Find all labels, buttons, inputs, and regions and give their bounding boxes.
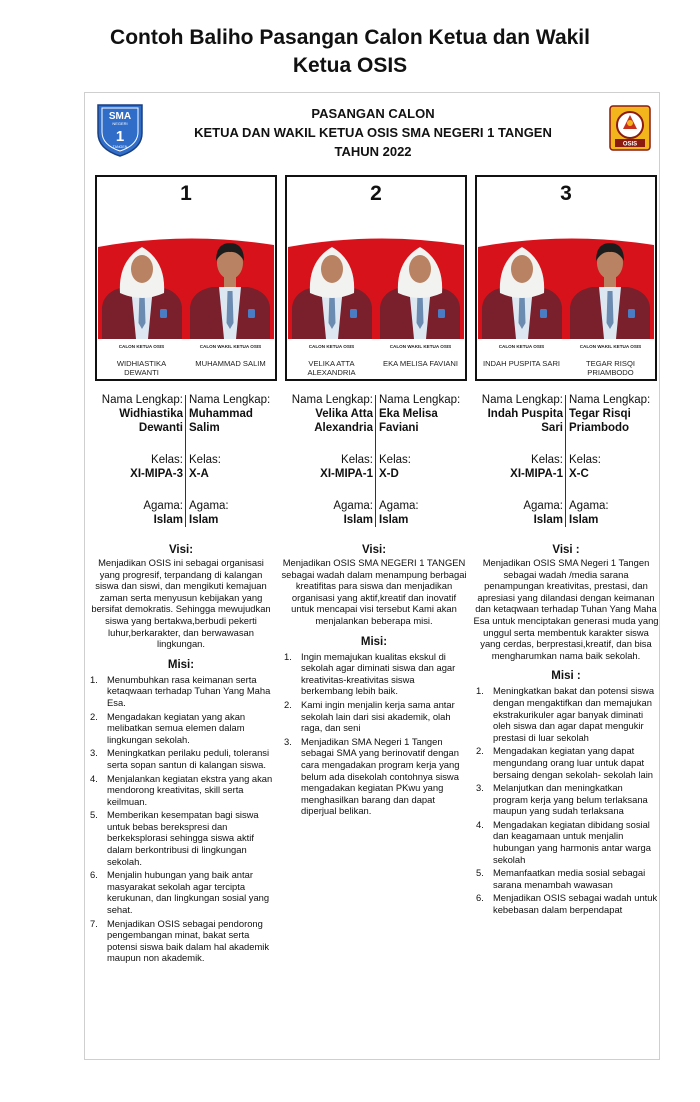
misi-item-text: Menjadikan SMA Negeri 1 Tangen sebagai SMA yang berinovatif dengan cara mengadakan program kerja yang belum ada disekolah contohnya siswa mengadakan kegiatan PKwu yang menghasilkan barang dan dapat diperjual belikan. <box>301 735 460 817</box>
misi-item <box>473 685 659 743</box>
misi-item <box>473 745 659 780</box>
wakil-name-line-2: Salim <box>189 422 220 434</box>
misi-item-text: Menjalankan kegiatan ekstra yang akan mendorong kreativitas, skill serta keilmuan. <box>107 772 273 807</box>
wakil-agama: Islam <box>379 514 409 526</box>
visi-misi-column-2 <box>281 543 467 819</box>
ketua-name-line-1: Indah Puspita <box>487 408 563 420</box>
candidate-info-1 <box>95 393 277 529</box>
visi-heading: Visi : <box>552 544 580 556</box>
misi-item-text: Mengadakan kegiatan yang dapat mengundang orang luar untuk dapat bersaing dengan sekolah- sekolah lain <box>493 745 654 780</box>
candidate-card-1 <box>95 175 277 381</box>
ketua-agama: Islam <box>533 514 563 526</box>
kelas-label: Kelas: <box>189 454 221 466</box>
page-title <box>0 24 700 80</box>
misi-item-text: Menjadikan OSIS sebagai wadah untuk kebebasan dalam berpendapat <box>493 892 658 916</box>
wakil-kelas: X-C <box>569 468 589 480</box>
wakil-name-line-1: Tegar Risqi <box>569 408 631 420</box>
poster-header-line-3: TAHUN 2022 <box>334 144 412 159</box>
wakil-kelas: X-D <box>379 468 399 480</box>
ketua-kelas: XI-MIPA-1 <box>510 468 563 480</box>
ketua-name-line-2: Alexandria <box>314 422 373 434</box>
candidate-number: 3 <box>560 182 572 205</box>
wakil-name-line-2: Priambodo <box>569 422 630 434</box>
kelas-label: Kelas: <box>341 454 373 466</box>
logo-negeri-text: NEGERI <box>112 121 128 126</box>
info-divider <box>375 395 376 527</box>
logo-tangen-text: TANGEN <box>112 145 128 149</box>
candidate-photo <box>478 211 654 339</box>
misi-item <box>473 867 659 890</box>
misi-item-number: 1. <box>476 685 484 697</box>
misi-item-number: 2. <box>476 745 484 757</box>
misi-item <box>87 747 275 770</box>
candidate-info-2 <box>285 393 467 529</box>
agama-label: Agama: <box>143 500 183 512</box>
role-wakil-label: CALON WAKIL KETUA OSIS <box>389 344 452 349</box>
role-wakil-label: CALON WAKIL KETUA OSIS <box>199 344 262 349</box>
misi-item-number: 6. <box>476 892 484 904</box>
page-title-line-2: Ketua OSIS <box>292 54 408 77</box>
misi-item-number: 2. <box>284 698 292 710</box>
candidate-number: 1 <box>180 182 192 205</box>
misi-item-text: Meningkatkan bakat dan potensi siswa dengan mengaktifkan dan memajukan ekstrakurikuler agar banyak diminati oleh siswa dan agar dapat mengukir prestasi di luar sekolah <box>493 685 655 743</box>
misi-item <box>473 819 659 865</box>
misi-item-number: 6. <box>90 869 98 881</box>
nama-label: Nama Lengkap: <box>189 394 271 406</box>
wakil-agama: Islam <box>569 514 599 526</box>
candidate-card-2 <box>285 175 467 381</box>
ketua-agama: Islam <box>153 514 183 526</box>
misi-item-text: Ingin memajukan kualitas ekskul di sekolah agar diminati siswa dan agar kreativitas-kreativitas siswa berkembang lebih baik. <box>301 650 456 697</box>
logo-number-text: 1 <box>115 128 125 145</box>
misi-item-number: 5. <box>90 809 98 821</box>
visi-heading: Visi: <box>168 544 194 556</box>
ketua-agama: Islam <box>343 514 373 526</box>
visi-misi-column-1 <box>87 543 275 966</box>
wakil-name-line-1: Eka Melisa <box>379 408 438 420</box>
misi-item <box>87 773 275 808</box>
misi-item-number: 3. <box>90 747 98 759</box>
misi-list <box>473 685 659 915</box>
misi-item <box>87 809 275 867</box>
ketua-name-line-2: Sari <box>541 422 563 434</box>
misi-item <box>281 736 467 817</box>
role-ketua-label: CALON KETUA OSIS <box>308 344 355 349</box>
misi-item <box>473 892 659 915</box>
misi-heading: Misi: <box>360 635 388 648</box>
misi-item-text: Memberikan kesempatan bagi siswa untuk bebas berekspresi dan berkeksplorasi sehingga siswa aktif dalam berkontribusi di lingkungan sekolah. <box>107 809 259 867</box>
candidate-photo <box>98 211 274 339</box>
misi-heading: Misi : <box>551 670 581 683</box>
misi-item-number: 1. <box>90 673 98 685</box>
ketua-caption: WIDHIASTIKA DEWANTI <box>116 359 167 377</box>
kelas-label: Kelas: <box>379 454 411 466</box>
ketua-name-line-1: Velika Atta <box>315 408 373 420</box>
misi-item-number: 3. <box>284 735 292 747</box>
agama-label: Agama: <box>523 500 563 512</box>
wakil-name-line-1: Muhammad <box>189 408 253 420</box>
misi-heading: Misi: <box>167 658 195 671</box>
misi-item-text: Memanfaatkan media sosial sebagai sarana menambah wawasan <box>493 867 646 890</box>
visi-text: Menjadikan OSIS ini sebagai organisasi yang progresif, terpandang di kalangan siswa dan siswi, dan mengikuti kemajuan zaman serta menyusun kebijakan yang bersifat demokratis. Sehingga mewujudkan siswa yang bertakwa,berbudi pekerti luhur,berkarakter, dan berwawasan lingkungan. <box>91 557 271 650</box>
ketua-name-line-1: Widhiastika <box>119 408 183 420</box>
kelas-label: Kelas: <box>531 454 563 466</box>
visi-text: Menjadikan OSIS SMA NEGERI 1 TANGEN sebagai wadah dalam menampung berbagai kreatifitas para siswa dan menjadikan organisasi yang aktif,kreatif dan inovatif untuk mencapai visi tersebut Kami akan menjalankan beberapa misi. <box>281 557 467 626</box>
misi-item-number: 4. <box>476 818 484 830</box>
candidate-photo <box>288 211 464 339</box>
misi-item-text: Kami ingin menjalin kerja sama antar sekolah lain dari sisi akademik, olah raga, dan seni <box>301 698 455 734</box>
wakil-kelas: X-A <box>189 468 209 480</box>
misi-item-number: 2. <box>90 710 98 722</box>
misi-item-number: 5. <box>476 867 484 879</box>
poster-header <box>145 104 601 161</box>
info-divider <box>565 395 566 527</box>
poster-header-line-2: KETUA DAN WAKIL KETUA OSIS SMA NEGERI 1 TANGEN <box>194 125 552 140</box>
kelas-label: Kelas: <box>569 454 601 466</box>
misi-item <box>281 699 467 734</box>
ketua-kelas: XI-MIPA-1 <box>320 468 373 480</box>
misi-item <box>281 651 467 697</box>
misi-item-text: Mengadakan kegiatan yang akan melibatkan semua elemen dalam lingkungan sekolah. <box>107 710 246 745</box>
misi-item-text: Mengadakan kegiatan dibidang sosial dan keagamaan untuk menjalin hubungan yang harmonis antar warga sekolah <box>493 818 651 865</box>
misi-list <box>87 674 275 964</box>
misi-item-text: Menjadikan OSIS sebagai pendorong pengembangan minat, bakat serta potensi siswa baik dalam hal akademik maupun non akademik. <box>107 917 270 964</box>
agama-label: Agama: <box>379 500 419 512</box>
nama-label: Nama Lengkap: <box>379 394 461 406</box>
ketua-name-line-2: Dewanti <box>138 422 183 434</box>
misi-item-number: 3. <box>476 782 484 794</box>
visi-heading: Visi: <box>361 544 387 556</box>
nama-label: Nama Lengkap: <box>481 394 563 406</box>
wakil-agama: Islam <box>189 514 219 526</box>
candidate-card-3 <box>475 175 657 381</box>
misi-item <box>87 674 275 709</box>
misi-item-number: 4. <box>90 772 98 784</box>
role-wakil-label: CALON WAKIL KETUA OSIS <box>579 344 642 349</box>
nama-label: Nama Lengkap: <box>291 394 373 406</box>
logo-osis-text: OSIS <box>622 141 638 148</box>
wakil-caption: MUHAMMAD SALIM <box>195 359 266 368</box>
sma-school-logo <box>95 103 145 157</box>
agama-label: Agama: <box>333 500 373 512</box>
misi-item-number: 7. <box>90 917 98 929</box>
ketua-kelas: XI-MIPA-3 <box>130 468 183 480</box>
misi-item <box>87 869 275 915</box>
misi-item-text: Menjalin hubungan yang baik antar masyarakat sekolah agar tercipta kerukunan, dan lingkungan sosial yang sehat. <box>107 869 270 916</box>
misi-item <box>87 918 275 964</box>
kelas-label: Kelas: <box>151 454 183 466</box>
misi-item-text: Melanjutkan dan meningkatkan program kerja yang belum terlaksana maupun yang sudah terlaksana <box>493 782 648 817</box>
role-ketua-label: CALON KETUA OSIS <box>498 344 545 349</box>
misi-list <box>281 651 467 817</box>
nama-label: Nama Lengkap: <box>101 394 183 406</box>
poster-header-line-1: PASANGAN CALON <box>311 106 435 121</box>
misi-item-text: Menumbuhkan rasa keimanan serta ketaqwaan terhadap Tuhan Yang Maha Esa. <box>107 673 271 708</box>
osis-logo <box>609 105 651 151</box>
misi-item <box>87 711 275 746</box>
campaign-poster <box>84 92 660 1060</box>
wakil-caption: EKA MELISA FAVIANI <box>383 359 458 368</box>
role-ketua-label: CALON KETUA OSIS <box>118 344 165 349</box>
logo-sma-text: SMA <box>108 111 132 122</box>
visi-text: Menjadikan OSIS SMA Negeri 1 Tangen sebagai wadah /media sarana penampungan kreativitas, prestasi, dan apresiasi yang dilandasi dengan keimanan dan ketaqwaan terhadap Tuhan Yang Maha Esa untuk menciptakan generasi muda yang unggul serta membentuk karakter siswa yang cerdas, berprestasi,kreatif, dan bisa mengharumkan nama baik sekolah. <box>473 557 659 661</box>
nama-label: Nama Lengkap: <box>569 394 651 406</box>
misi-item-number: 1. <box>284 650 292 662</box>
agama-label: Agama: <box>569 500 609 512</box>
wakil-caption: TEGAR RISQI PRIAMBODO <box>586 359 635 377</box>
ketua-caption: INDAH PUSPITA SARI <box>482 359 561 368</box>
candidate-info-3 <box>475 393 657 529</box>
ketua-caption: VELIKA ATTA ALEXANDRIA <box>307 359 356 377</box>
visi-misi-column-3 <box>473 543 659 918</box>
misi-item <box>473 782 659 817</box>
wakil-name-line-2: Faviani <box>379 422 419 434</box>
agama-label: Agama: <box>189 500 229 512</box>
info-divider <box>185 395 186 527</box>
misi-item-text: Meningkatkan perilaku peduli, toleransi serta sopan santun di kalangan siswa. <box>107 747 270 770</box>
page-title-line-1: Contoh Baliho Pasangan Calon Ketua dan Wakil <box>110 26 590 49</box>
candidate-number: 2 <box>370 182 382 205</box>
